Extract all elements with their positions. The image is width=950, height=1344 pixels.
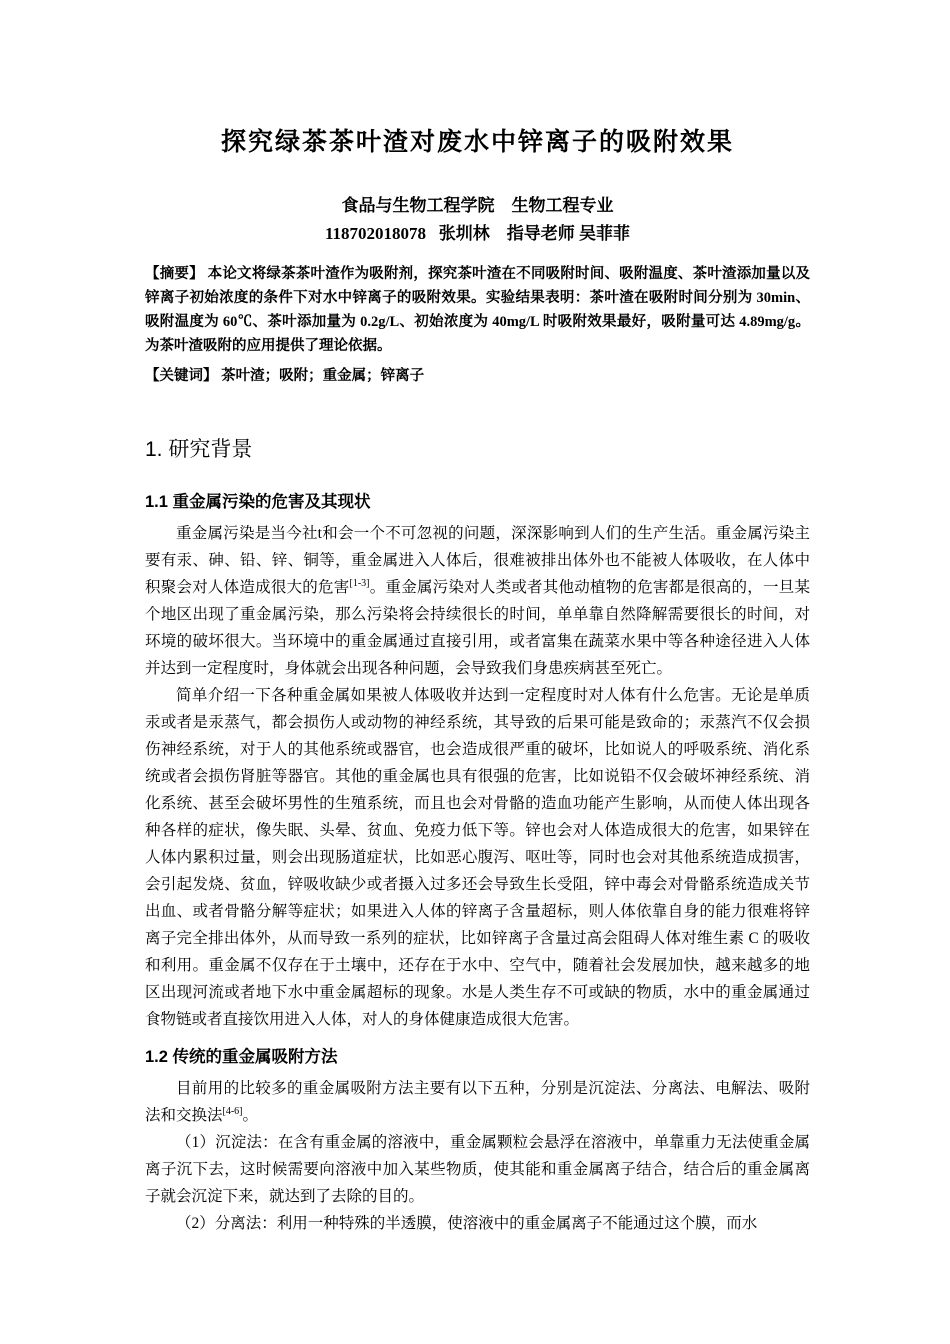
paragraph-text: 目前用的比较多的重金属吸附方法主要有以下五种，分别是沉淀法、分离法、电解法、吸附法和交换法 xyxy=(145,1080,810,1124)
citation-ref-4-6: [4-6] xyxy=(222,1105,243,1117)
paragraph-text: 重金属污染是当今社t和会一个不可忽视的问题，深深影响到人们的生产生活。重金属污染主要有汞、砷、铅、锌、铜等，重金属进入人体后，很难被排出体外也不能被人体吸收，在人体中积聚会对人体造成很大的危害 xyxy=(145,525,810,596)
subsection-heading-1-1: 1.1 重金属污染的危害及其现状 xyxy=(145,493,371,511)
abstract-label: 【摘要】 xyxy=(145,266,204,282)
paragraph-text: 。 xyxy=(242,1107,259,1124)
keywords-label: 【关键词】 xyxy=(145,368,218,384)
section-heading-research-background: 1. 研究背景 xyxy=(145,438,253,461)
body-paragraph-2: 简单介绍一下各种重金属如果被人体吸收并达到一定程度时对人体有什么危害。无论是单质汞或者是汞蒸气，都会损伤人或动物的神经系统，其导致的后果可能是致命的；汞蒸汽不仅会损伤神经系统，对于人的其他系统或器官，也会造成很严重的破坏，比如说人的呼吸系统、消化系统或者会损伤肾脏等器官。其他的重金属也具有很强的危害，比如说铅不仅会破坏神经系统、消化系统、甚至会破坏男性的生殖系统，而且也会对骨骼的造血功能产生影响，从而使人体出现各种各样的症状，像失眠、头晕、贫血、免疫力低下等。锌也会对人体造成很大的危害，如果锌在人体内累积过量，则会出现肠道症状，比如恶心腹泻、呕吐等，同时也会对其他系统造成损害，会引起发烧、贫血，锌吸收缺少或者摄入过多还会导致生长受阻，锌中毒会对骨骼系统造成关节出血、或者骨骼分解等症状；如果进入人体的锌离子含量超标，则人体依靠自身的能力很难将锌离子完全排出体外，从而导致一系列的症状，比如锌离子含量过高会阻碍人体对维生素 C 的吸收和利用。重金属不仅存在于土壤中，还存在于水中、空气中，随着社会发展加快，越来越多的地区出现河流或者地下水中重金属超标的现象。水是人类生存不可或缺的物质，水中的重金属通过食物链或者直接饮用进入人体，对人的身体健康造成很大危害。 xyxy=(145,687,810,1028)
abstract-text: 本论文将绿茶茶叶渣作为吸附剂，探究茶叶渣在不同吸附时间、吸附温度、茶叶渣添加量以及锌离子初始浓度的条件下对水中锌离子的吸附效果。实验结果表明：茶叶渣在吸附时间分别为 30min、吸附温度为 60℃、茶叶添加量为 0.2g/L、初始浓度为 40mg/L 时吸附效果最好，吸附量可达 4.89mg/g。为茶叶渣吸附的应用提供了理论依据。 xyxy=(145,266,811,354)
body-paragraph-5: （2）分离法：利用一种特殊的半透膜，使溶液中的重金属离子不能通过这个膜，而水 xyxy=(176,1215,758,1232)
subsection-heading-1-2: 1.2 传统的重金属吸附方法 xyxy=(145,1048,338,1066)
body-paragraph-1 xyxy=(145,520,810,682)
citation-ref-1-3: [1-3] xyxy=(349,577,370,589)
author-line: 118702018078 张圳林 指导老师 吴菲菲 xyxy=(324,224,631,243)
abstract-paragraph xyxy=(145,262,810,358)
body-paragraph-4: （1）沉淀法：在含有重金属的溶液中，重金属颗粒会悬浮在溶液中，单靠重力无法使重金属离子沉下去，这时候需要向溶液中加入某些物质，使其能和重金属离子结合，结合后的重金属离子就会沉淀下来，就达到了去除的目的。 xyxy=(145,1134,810,1205)
paper-title: 探究绿茶茶叶渣对废水中锌离子的吸附效果 xyxy=(220,128,734,156)
body-paragraph-3 xyxy=(145,1075,810,1129)
keywords-text: 茶叶渣；吸附；重金属；锌离子 xyxy=(217,368,425,384)
paragraph-text: 。重金属污染对人类或者其他动植物的危害都是很高的，一旦某个地区出现了重金属污染，那么污染将会持续很长的时间，单单靠自然降解需要很长的时间，对环境的破坏很大。当环境中的重金属通过直接引用，或者富集在蔬菜水果中等各种途径进入人体并达到一定程度时，身体就会出现各种问题，会导致我们身患疾病甚至死亡。 xyxy=(145,579,810,677)
keywords-paragraph xyxy=(145,364,810,388)
affiliation-line: 食品与生物工程学院 生物工程专业 xyxy=(341,196,614,215)
